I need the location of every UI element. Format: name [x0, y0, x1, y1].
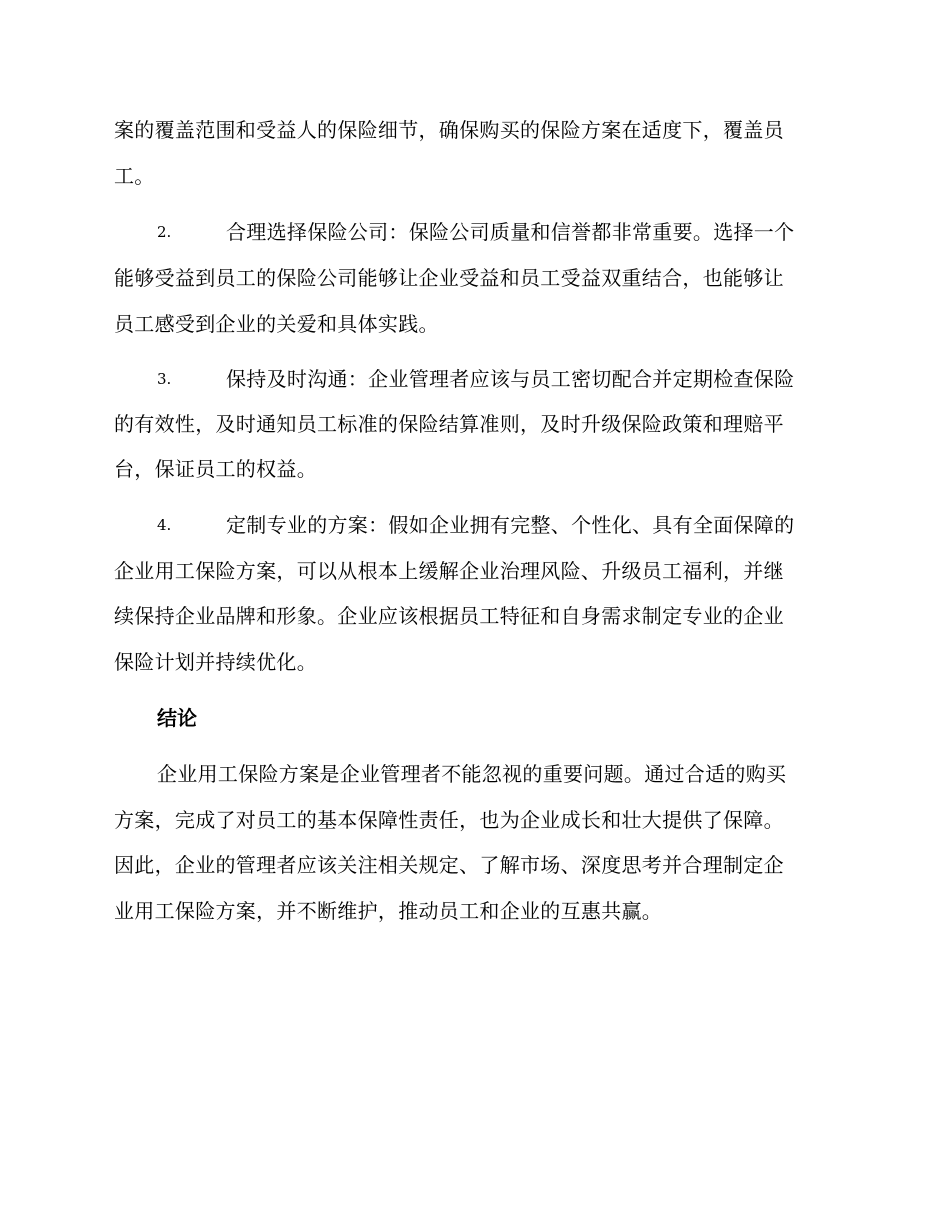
- paragraph-line: 因此，企业的管理者应该关注相关规定、了解市场、深度思考并合理制定企: [114, 853, 784, 877]
- list-item-text: 台，保证员工的权益。: [114, 457, 317, 481]
- paragraph-line: 案的覆盖范围和受益人的保险细节，确保购买的保险方案在适度下，覆盖员: [114, 118, 784, 142]
- list-item-text: 合理选择保险公司：保险公司质量和信誉都非常重要。选择一个: [226, 220, 795, 244]
- paragraph-line: 方案，完成了对员工的基本保障性责任，也为企业成长和壮大提供了保障。: [114, 808, 784, 832]
- list-item-text: 企业用工保险方案，可以从根本上缓解企业治理风险、升级员工福利，并继: [114, 559, 784, 583]
- paragraph-line: 工。: [114, 164, 155, 188]
- list-item-text: 的有效性，及时通知员工标准的保险结算准则，及时升级保险政策和理赔平: [114, 412, 784, 436]
- list-item-number: 4.: [157, 516, 172, 534]
- list-item-number: 3.: [157, 370, 172, 388]
- list-item-text: 保持及时沟通：企业管理者应该与员工密切配合并定期检查保险: [226, 367, 795, 391]
- list-item-number: 2.: [157, 223, 172, 241]
- list-item-text: 保险计划并持续优化。: [114, 650, 317, 674]
- list-item-text: 续保持企业品牌和形象。企业应该根据员工特征和自身需求制定专业的企业: [114, 604, 784, 628]
- paragraph-line: 业用工保险方案，并不断维护，推动员工和企业的互惠共赢。: [114, 899, 663, 923]
- list-item-text: 员工感受到企业的关爱和具体实践。: [114, 312, 439, 336]
- section-heading: 结论: [157, 706, 197, 730]
- list-item-text: 能够受益到员工的保险公司能够让企业受益和员工受益双重结合，也能够让: [114, 266, 784, 290]
- list-item-text: 定制专业的方案：假如企业拥有完整、个性化、具有全面保障的: [226, 513, 795, 537]
- paragraph-line: 企业用工保险方案是企业管理者不能忽视的重要问题。通过合适的购买: [157, 762, 787, 786]
